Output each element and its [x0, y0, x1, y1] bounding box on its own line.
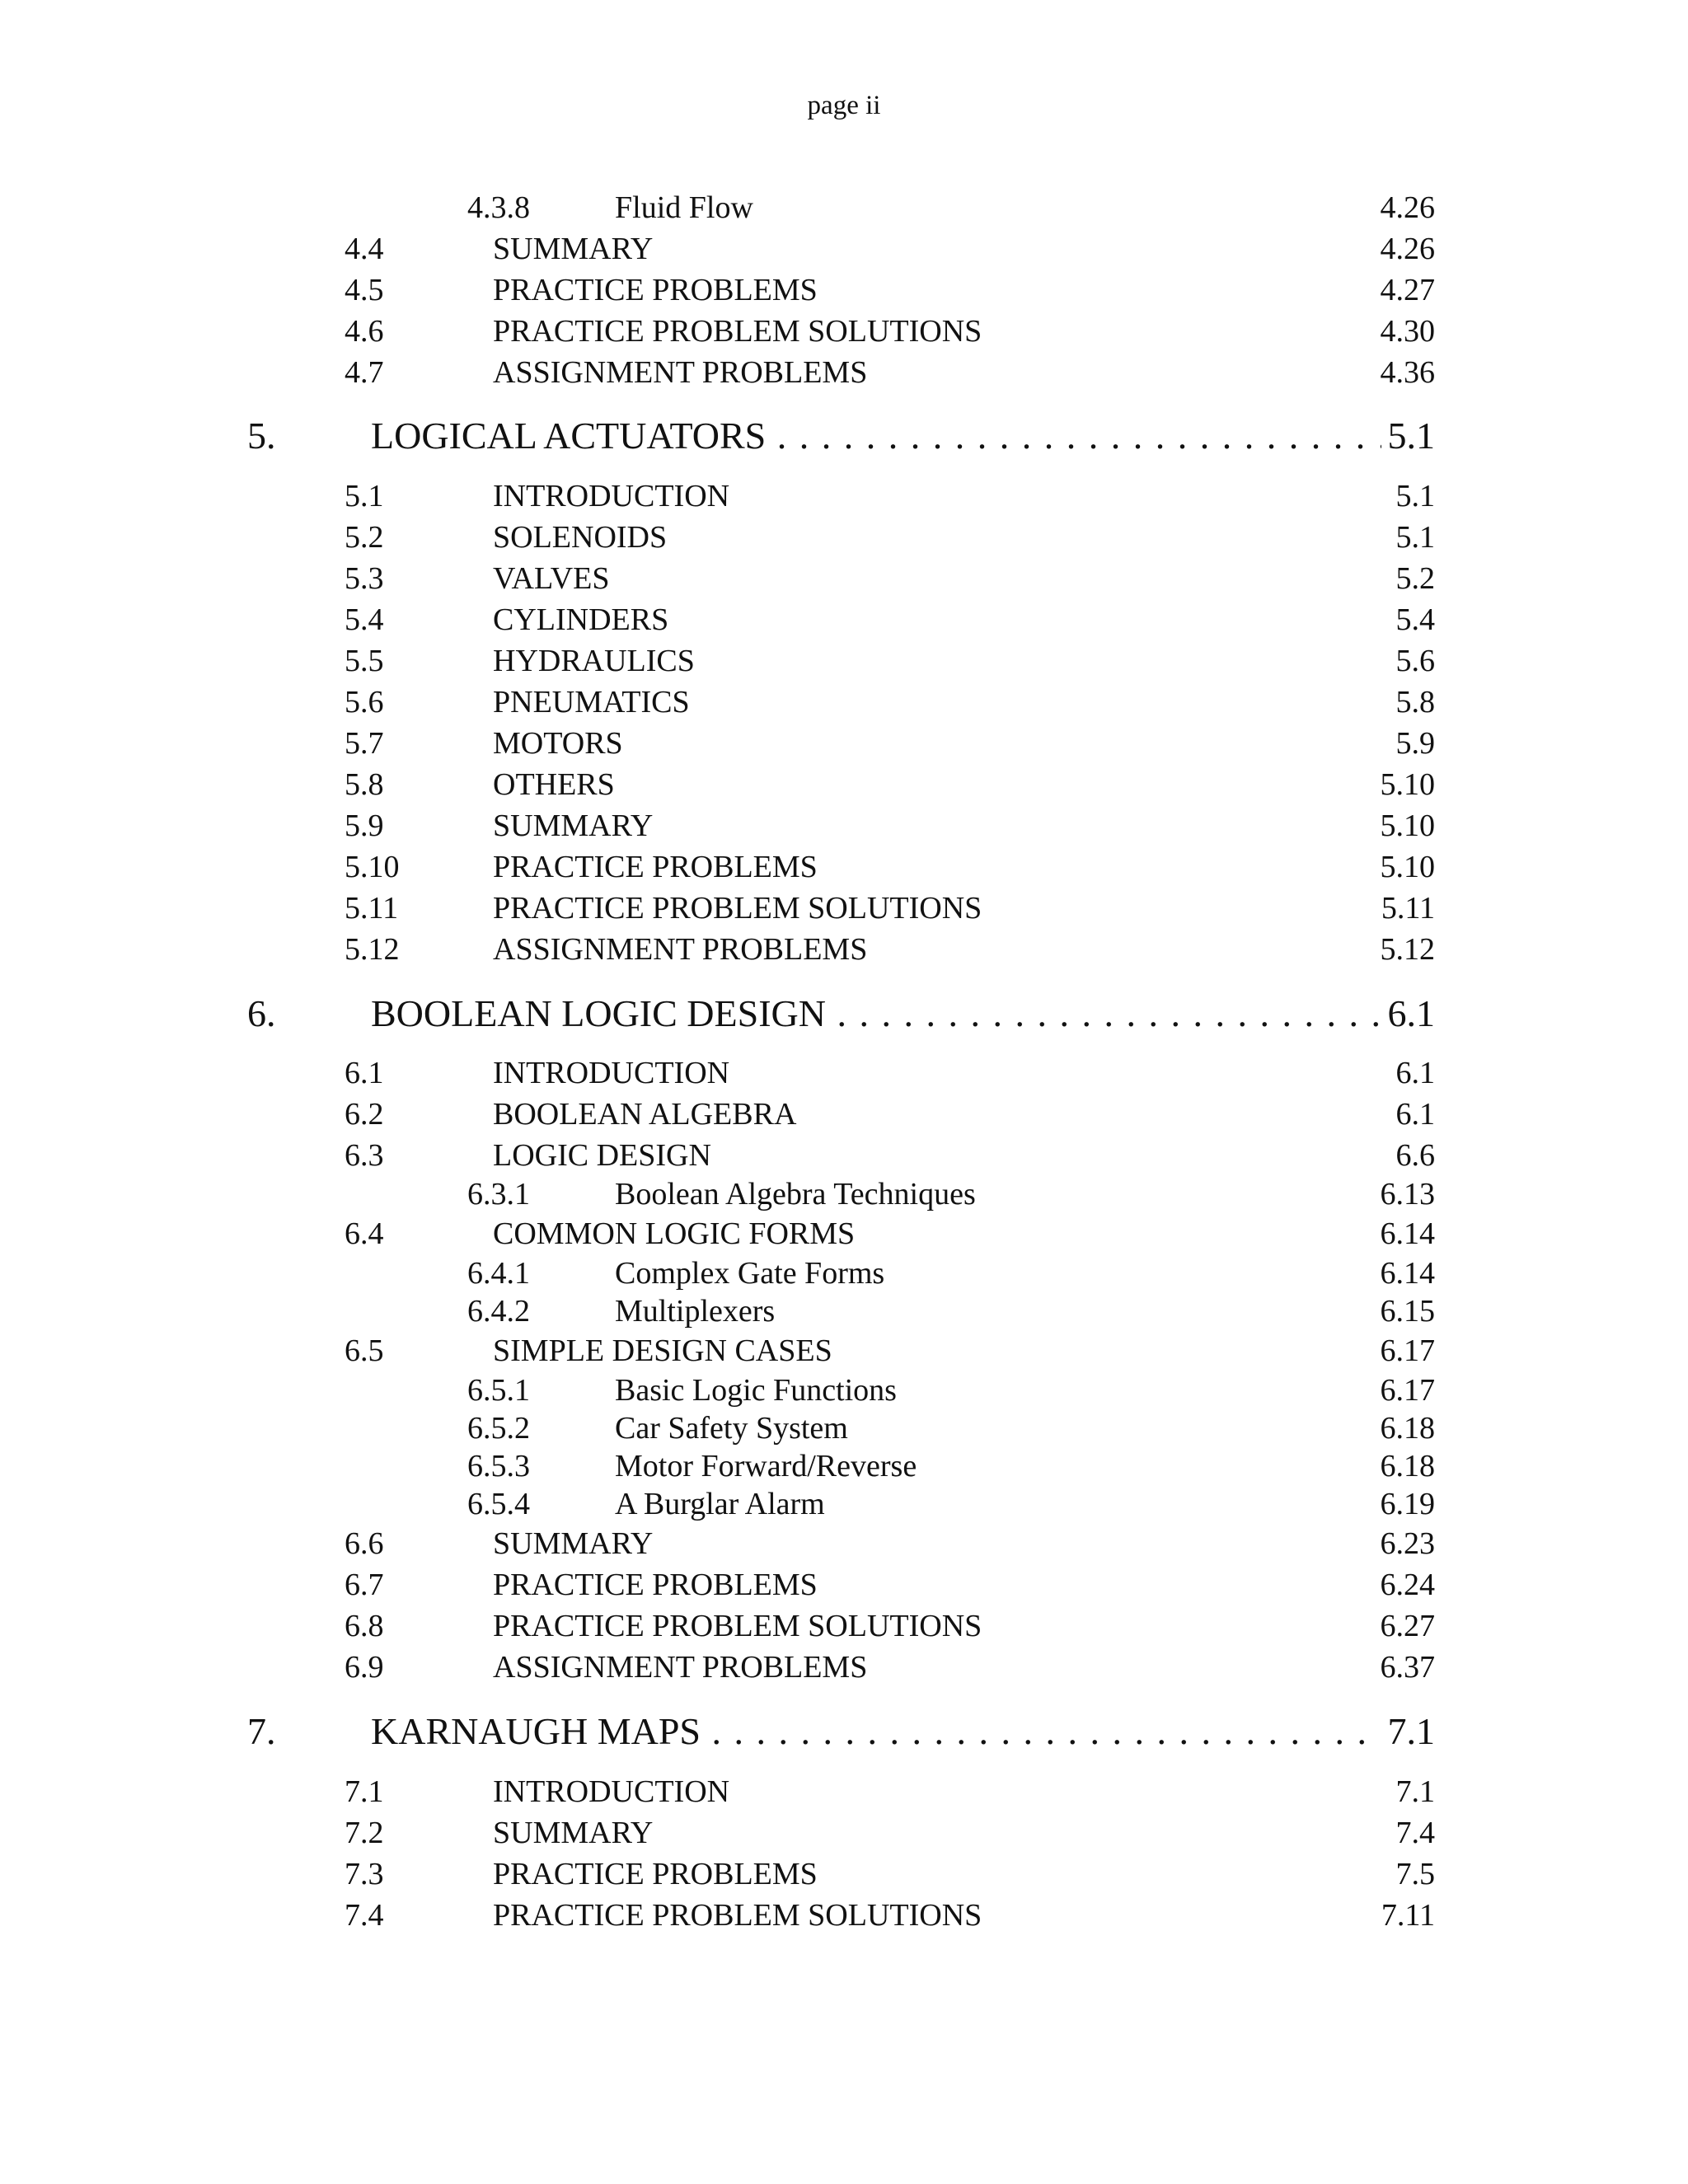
toc-entry-page: 6.15 — [1380, 1294, 1435, 1329]
toc-entry-title: BOOLEAN ALGEBRA — [493, 1097, 797, 1132]
toc-entry-number: 5.9 — [345, 808, 384, 843]
toc-entry-title: SUMMARY — [493, 1816, 654, 1850]
toc-entry-title: Basic Logic Functions — [615, 1373, 897, 1408]
toc-section-6-5[interactable] — [0, 1330, 1688, 1371]
toc-chapter-page: 7.1 — [1381, 1709, 1436, 1754]
toc-chapter-number: 6. — [247, 992, 276, 1034]
toc-entry-number: 4.4 — [345, 232, 384, 266]
toc-section-6-4[interactable] — [0, 1213, 1688, 1254]
toc-entry-page: 6.1 — [1395, 1056, 1435, 1090]
toc-section-4-7[interactable] — [0, 352, 1688, 393]
toc-chapter-page: 6.1 — [1381, 991, 1436, 1036]
toc-entry-number: 4.3.8 — [467, 190, 530, 225]
toc-section-6-6[interactable] — [0, 1523, 1688, 1564]
toc-entry-number: 6.5.1 — [467, 1373, 530, 1408]
toc-entry-page: 6.24 — [1380, 1568, 1435, 1602]
toc-entry-number: 5.12 — [345, 932, 400, 967]
toc-entry-title: Boolean Algebra Techniques — [615, 1177, 976, 1212]
toc-entry-title: LOGIC DESIGN — [493, 1138, 711, 1173]
toc-subsection-6-5-4[interactable] — [0, 1485, 1688, 1523]
toc-entry-number: 7.2 — [345, 1816, 384, 1850]
toc-entry-page: 4.26 — [1380, 190, 1435, 225]
toc-entry-number: 7.3 — [345, 1857, 384, 1891]
toc-entry-page: 5.1 — [1395, 479, 1435, 513]
toc-section-4-5[interactable] — [0, 269, 1688, 311]
toc-entry-number: 6.4.2 — [467, 1294, 530, 1329]
toc-entry-number: 5.3 — [345, 561, 384, 596]
toc-section-5-7[interactable] — [0, 723, 1688, 764]
toc-entry-number: 6.5 — [345, 1333, 384, 1368]
toc-chapter-title: KARNAUGH MAPS . . . — [371, 1709, 1435, 1754]
toc-section-7-3[interactable] — [0, 1854, 1688, 1895]
toc-section-6-7[interactable] — [0, 1564, 1688, 1605]
toc-entry-page: 6.37 — [1380, 1650, 1435, 1685]
toc-entry-title: ASSIGNMENT PROBLEMS — [493, 1650, 868, 1685]
toc-entry-page: 6.14 — [1380, 1256, 1435, 1291]
toc-entry-page: 4.30 — [1380, 314, 1435, 349]
toc-entry-title: Motor Forward/Reverse — [615, 1449, 917, 1483]
toc-subsection-6-4-2[interactable] — [0, 1292, 1688, 1330]
toc-entry-title: PRACTICE PROBLEM SOLUTIONS — [493, 1898, 982, 1933]
toc-section-5-4[interactable] — [0, 599, 1688, 640]
toc-section-7-4[interactable] — [0, 1895, 1688, 1936]
toc-entry-number: 4.6 — [345, 314, 384, 349]
toc-entry-page: 6.17 — [1380, 1333, 1435, 1368]
toc-entry-number: 4.5 — [345, 273, 384, 307]
toc-entry-number: 6.4.1 — [467, 1256, 530, 1291]
toc-section-5-2[interactable] — [0, 517, 1688, 558]
toc-entry-page: 4.26 — [1380, 232, 1435, 266]
toc-subsection-4-3-8[interactable] — [0, 189, 1688, 227]
toc-entry-number: 6.3.1 — [467, 1177, 530, 1212]
toc-entry-title: ASSIGNMENT PROBLEMS — [493, 932, 868, 967]
toc-entry-page: 5.10 — [1380, 808, 1435, 843]
toc-entry-title: PRACTICE PROBLEMS — [493, 1568, 818, 1602]
toc-entry-number: 5.5 — [345, 644, 384, 678]
toc-chapter-page: 5.1 — [1381, 414, 1436, 458]
toc-entry-page: 6.17 — [1380, 1373, 1435, 1408]
toc-entry-page: 5.10 — [1380, 850, 1435, 884]
toc-subsection-6-5-1[interactable] — [0, 1371, 1688, 1409]
toc-section-5-12[interactable] — [0, 929, 1688, 970]
toc-section-5-10[interactable] — [0, 846, 1688, 888]
toc-entry-page: 7.4 — [1395, 1816, 1435, 1850]
toc-entry-title: Multiplexers — [615, 1294, 776, 1329]
toc-section-7-2[interactable] — [0, 1812, 1688, 1854]
toc-chapter-title: LOGICAL ACTUATORS . . . — [371, 414, 1435, 458]
toc-entry-title: PRACTICE PROBLEMS — [493, 850, 818, 884]
toc-subsection-6-5-2[interactable] — [0, 1409, 1688, 1447]
toc-section-6-3[interactable] — [0, 1135, 1688, 1176]
toc-entry-title: SIMPLE DESIGN CASES — [493, 1333, 832, 1368]
toc-entry-page: 5.4 — [1395, 602, 1435, 637]
toc-entry-page: 5.1 — [1395, 520, 1435, 555]
toc-entry-title: Car Safety System — [615, 1411, 848, 1446]
toc-section-4-6[interactable] — [0, 311, 1688, 352]
toc-entry-page: 5.10 — [1380, 767, 1435, 802]
toc-entry-page: 4.36 — [1380, 355, 1435, 390]
toc-entry-number: 6.5.3 — [467, 1449, 530, 1483]
toc-entry-title: COMMON LOGIC FORMS — [493, 1216, 856, 1251]
toc-chapter-6[interactable] — [0, 991, 1688, 1036]
toc-entry-page: 5.12 — [1380, 932, 1435, 967]
toc-entry-number: 6.9 — [345, 1650, 384, 1685]
toc-entry-title: CYLINDERS — [493, 602, 669, 637]
toc-entry-page: 4.27 — [1380, 273, 1435, 307]
toc-section-6-2[interactable] — [0, 1094, 1688, 1135]
toc-entry-page: 6.14 — [1380, 1216, 1435, 1251]
toc-entry-page: 6.27 — [1380, 1609, 1435, 1643]
toc-entry-title: MOTORS — [493, 726, 623, 761]
toc-entry-number: 6.6 — [345, 1526, 384, 1561]
toc-entry-number: 5.6 — [345, 685, 384, 719]
toc-section-5-5[interactable] — [0, 640, 1688, 682]
toc-entry-title: INTRODUCTION — [493, 1774, 730, 1809]
toc-section-5-11[interactable] — [0, 888, 1688, 929]
toc-entry-page: 6.19 — [1380, 1487, 1435, 1521]
toc-entry-page: 7.11 — [1381, 1898, 1435, 1933]
toc-section-5-6[interactable] — [0, 682, 1688, 723]
toc-entry-page: 5.9 — [1395, 726, 1435, 761]
toc-entry-title: OTHERS — [493, 767, 615, 802]
toc-entry-title: HYDRAULICS — [493, 644, 695, 678]
toc-entry-number: 6.8 — [345, 1609, 384, 1643]
toc-entry-number: 6.4 — [345, 1216, 384, 1251]
page-number-header: page ii — [807, 91, 881, 120]
toc-entry-title: PRACTICE PROBLEMS — [493, 1857, 818, 1891]
toc-entry-number: 6.2 — [345, 1097, 384, 1132]
toc-entry-title: PRACTICE PROBLEMS — [493, 273, 818, 307]
toc-entry-page: 7.5 — [1395, 1857, 1435, 1891]
toc-entry-title: INTRODUCTION — [493, 479, 730, 513]
toc-entry-title: VALVES — [493, 561, 610, 596]
toc-entry-number: 5.7 — [345, 726, 384, 761]
toc-entry-number: 6.3 — [345, 1138, 384, 1173]
toc-subsection-6-5-3[interactable] — [0, 1447, 1688, 1485]
toc-entry-number: 5.4 — [345, 602, 384, 637]
toc-entry-number: 5.8 — [345, 767, 384, 802]
toc-chapter-number: 7. — [247, 1710, 276, 1752]
toc-entry-title: SUMMARY — [493, 232, 654, 266]
toc-chapter-7[interactable] — [0, 1709, 1688, 1754]
toc-section-4-4[interactable] — [0, 228, 1688, 269]
toc-entry-page: 5.2 — [1395, 561, 1435, 596]
toc-entry-title: SOLENOIDS — [493, 520, 668, 555]
toc-entry-title: SUMMARY — [493, 808, 654, 843]
toc-entry-number: 5.1 — [345, 479, 384, 513]
toc-chapter-title: BOOLEAN LOGIC DESIGN . . . — [371, 991, 1435, 1036]
toc-entry-page: 5.6 — [1395, 644, 1435, 678]
toc-entry-page: 5.8 — [1395, 685, 1435, 719]
toc-section-6-9[interactable] — [0, 1647, 1688, 1688]
toc-section-6-8[interactable] — [0, 1605, 1688, 1647]
toc-entry-number: 5.10 — [345, 850, 400, 884]
toc-subsection-6-4-1[interactable] — [0, 1254, 1688, 1292]
toc-entry-title: PRACTICE PROBLEM SOLUTIONS — [493, 891, 982, 926]
toc-entry-title: PRACTICE PROBLEM SOLUTIONS — [493, 1609, 982, 1643]
toc-entry-number: 6.1 — [345, 1056, 384, 1090]
toc-chapter-5[interactable] — [0, 414, 1688, 458]
toc-section-6-1[interactable] — [0, 1052, 1688, 1094]
toc-entry-title: INTRODUCTION — [493, 1056, 730, 1090]
toc-entry-page: 7.1 — [1395, 1774, 1435, 1809]
toc-entry-title: PNEUMATICS — [493, 685, 690, 719]
toc-entry-title: Fluid Flow — [615, 190, 753, 225]
toc-entry-number: 7.4 — [345, 1898, 384, 1933]
toc-section-5-1[interactable] — [0, 476, 1688, 517]
toc-entry-title: PRACTICE PROBLEM SOLUTIONS — [493, 314, 982, 349]
toc-entry-page: 6.23 — [1380, 1526, 1435, 1561]
toc-entry-title: Complex Gate Forms — [615, 1256, 885, 1291]
toc-section-5-9[interactable] — [0, 805, 1688, 846]
toc-entry-title: ASSIGNMENT PROBLEMS — [493, 355, 868, 390]
toc-entry-page: 5.11 — [1381, 891, 1435, 926]
toc-entry-page: 6.6 — [1395, 1138, 1435, 1173]
toc-chapter-number: 5. — [247, 415, 276, 457]
toc-section-7-1[interactable] — [0, 1771, 1688, 1812]
toc-subsection-6-3-1[interactable] — [0, 1175, 1688, 1213]
toc-entry-number: 6.5.2 — [467, 1411, 530, 1446]
toc-entry-number: 4.7 — [345, 355, 384, 390]
toc-entry-page: 6.18 — [1380, 1411, 1435, 1446]
toc-entry-number: 5.2 — [345, 520, 384, 555]
toc-entry-page: 6.18 — [1380, 1449, 1435, 1483]
toc-entry-page: 6.1 — [1395, 1097, 1435, 1132]
toc-section-5-3[interactable] — [0, 558, 1688, 599]
toc-entry-number: 7.1 — [345, 1774, 384, 1809]
toc-entry-title: SUMMARY — [493, 1526, 654, 1561]
toc-entry-title: A Burglar Alarm — [615, 1487, 825, 1521]
toc-entry-number: 5.11 — [345, 891, 399, 926]
toc-entry-number: 6.7 — [345, 1568, 384, 1602]
toc-entry-page: 6.13 — [1380, 1177, 1435, 1212]
toc-entry-number: 6.5.4 — [467, 1487, 530, 1521]
toc-section-5-8[interactable] — [0, 764, 1688, 805]
